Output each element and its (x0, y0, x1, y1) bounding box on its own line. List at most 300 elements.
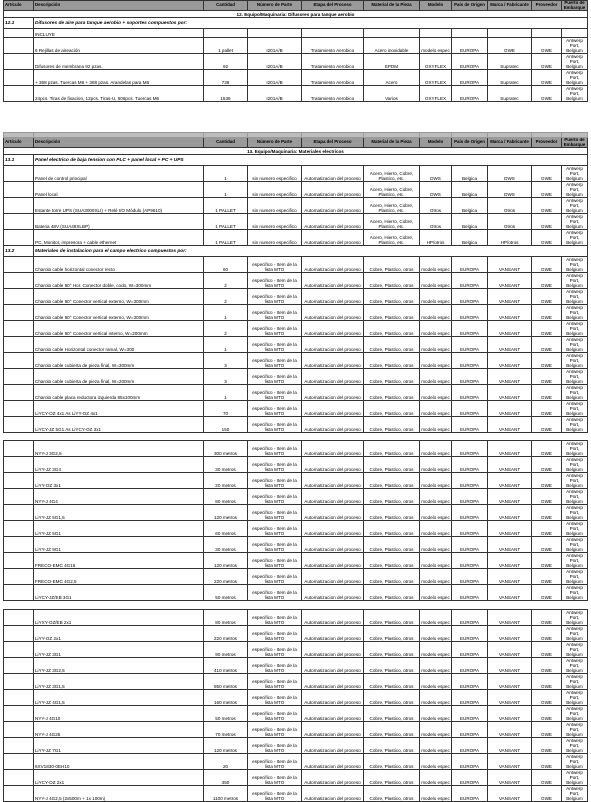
section-title: 13. Equipo/Maquinaria: Materiales electricos (4, 148, 588, 155)
port-cell: Antwerp Port, Belgium (562, 214, 588, 230)
port-cell: Antwerp Port, Belgium (562, 610, 588, 626)
port-cell: Antwerp Port, Belgium (562, 658, 588, 674)
material-cell: Cobre, Plastico, otros (364, 353, 420, 369)
part-number-cell: especifico - Item de la lista MTO (248, 305, 302, 321)
part-number-cell: especifico - Item de la lista MTO (248, 706, 302, 722)
item-number-cell (4, 441, 34, 457)
origin-country-cell: Belgica (452, 198, 488, 214)
section-12-table (3, 0, 588, 102)
process-stage-cell: Tratamiento Aerobico (302, 54, 364, 70)
brand-cell: VANSANT (488, 521, 532, 537)
material-cell: Acero, Hierro, Cobre, Plastico, etc. (364, 230, 420, 246)
quantity-cell: 1 PALLET (204, 230, 248, 246)
quantity-cell: 70 metros (204, 722, 248, 738)
part-number-cell: especifico - Item de la lista MTO (248, 722, 302, 738)
process-stage-cell: Automatizacion del proceso (302, 273, 364, 289)
brand-cell: VANSANT (488, 417, 532, 433)
brand-cell: VANSANT (488, 505, 532, 521)
description-cell: LiYXY-OZ/EB 2x1 (34, 610, 204, 626)
item-number-cell (4, 369, 34, 385)
item-number-cell (4, 658, 34, 674)
origin-country-cell: Belgica (452, 230, 488, 246)
supplier-cell: GWE (532, 86, 562, 102)
brand-cell: VANSANT (488, 321, 532, 337)
process-stage-cell: Tratamiento Aerobico (302, 70, 364, 86)
cable-list-table-1 (3, 440, 588, 601)
column-header-process-stage: Etapa del Proceso (302, 138, 364, 148)
supplier-cell: GWE (532, 198, 562, 214)
process-stage-cell: Automatizacion del proceso (302, 690, 364, 706)
column-header-description: Descripción (34, 1, 204, 11)
origin-country-cell: EUROPA (452, 770, 488, 786)
part-number-cell: I201A/B (248, 54, 302, 70)
quantity-cell: 2 (204, 273, 248, 289)
origin-country-cell: Belgica (452, 182, 488, 198)
quantity-cell: 220 metros (204, 626, 248, 642)
brand-cell: VANSANT (488, 569, 532, 585)
column-header-material: Material de la Pieza (364, 138, 420, 148)
description-cell: LiYCY-OZ 2x1 (34, 770, 204, 786)
material-cell: Cobre, Plastico, otros (364, 585, 420, 601)
material-cell: EPDM (364, 54, 420, 70)
supplier-cell: GWE (532, 473, 562, 489)
process-stage-cell: Automatizacion del proceso (302, 658, 364, 674)
supplier-cell: GWE (532, 569, 562, 585)
section-title: 12. Equipo/Maquinaria: Difusores para tanque aerobio (4, 11, 588, 18)
part-number-cell: I201A/B (248, 86, 302, 102)
supplier-cell: GWE (532, 385, 562, 401)
process-stage-cell: Tratamiento Aerobico (302, 86, 364, 102)
quantity-cell: 1 (204, 305, 248, 321)
model-cell: modelo espec (420, 401, 452, 417)
brand-cell: VANSANT (488, 385, 532, 401)
material-cell: Cobre, Plastico, otros (364, 706, 420, 722)
item-number-cell (4, 505, 34, 521)
quantity-cell: 120 metros (204, 505, 248, 521)
part-number-cell: especifico - Item de la lista MTO (248, 569, 302, 585)
model-cell: modelo espec (420, 441, 452, 457)
item-number-cell (4, 706, 34, 722)
model-cell: modelo espec (420, 38, 452, 54)
material-cell: Cobre, Plastico, otros (364, 690, 420, 706)
port-cell: Antwerp Port, Belgium (562, 521, 588, 537)
material-cell: Cobre, Plastico, otros (364, 521, 420, 537)
model-cell: modelo espec (420, 489, 452, 505)
port-cell: Antwerp Port, Belgium (562, 337, 588, 353)
material-cell: Cobre, Plastico, otros (364, 321, 420, 337)
origin-country-cell: EUROPA (452, 690, 488, 706)
model-cell: modelo espec (420, 353, 452, 369)
origin-country-cell: EUROPA (452, 786, 488, 802)
model-cell: modelo espec (420, 417, 452, 433)
model-cell: modelo espec (420, 674, 452, 690)
origin-country-cell: EUROPA (452, 489, 488, 505)
process-stage-cell: Automatizacion del proceso (302, 230, 364, 246)
item-number-cell (4, 305, 34, 321)
column-header-material: Material de la Pieza (364, 1, 420, 11)
table-row (4, 321, 588, 337)
material-cell: Cobre, Plastico, otros (364, 337, 420, 353)
process-stage-cell: Automatizacion del proceso (302, 505, 364, 521)
model-cell: modelo espec (420, 337, 452, 353)
material-cell: Cobre, Plastico, otros (364, 738, 420, 754)
quantity-cell: 60 metros (204, 521, 248, 537)
part-number-cell: especifico - Item de la lista MTO (248, 521, 302, 537)
port-cell: Antwerp Port, Belgium (562, 738, 588, 754)
material-cell: Cobre, Plastico, otros (364, 674, 420, 690)
port-cell: Antwerp Port, Belgium (562, 38, 588, 54)
process-stage-cell: Automatizacion del proceso (302, 305, 364, 321)
origin-country-cell: EUROPA (452, 642, 488, 658)
table-row (4, 553, 588, 569)
description-cell: PC, Monitor, impresora + cable ethernet (34, 230, 204, 246)
table-row (4, 305, 588, 321)
description-cell: LiYCY-JZ 5G1 As LiYCY-OZ 3x1 (34, 417, 204, 433)
description-cell: LiYY-JZ 4G1,5 (34, 690, 204, 706)
part-number-cell: especifico - Item de la lista MTO (248, 369, 302, 385)
column-header-supplier: Proveedor (532, 1, 562, 11)
origin-country-cell: EUROPA (452, 321, 488, 337)
model-cell: modelo espec (420, 585, 452, 601)
description-cell: LiYY-JZ 3G1,5 (34, 674, 204, 690)
part-number-cell: especifico - Item de la lista MTO (248, 441, 302, 457)
material-cell: Cobre, Plastico, otros (364, 770, 420, 786)
model-cell: OXYFLEX (420, 86, 452, 102)
origin-country-cell: EUROPA (452, 305, 488, 321)
quantity-cell: 92 (204, 54, 248, 70)
item-number-cell (4, 337, 34, 353)
port-cell: Antwerp Port, Belgium (562, 353, 588, 369)
item-number-cell (4, 521, 34, 537)
brand-cell: DWS (488, 182, 532, 198)
port-cell: Antwerp Port, Belgium (562, 70, 588, 86)
port-cell: Antwerp Port, Belgium (562, 182, 588, 198)
process-stage-cell: Automatizacion del proceso (302, 198, 364, 214)
table-row (4, 198, 588, 214)
quantity-cell: 3 (204, 369, 248, 385)
supplier-cell: GWE (532, 401, 562, 417)
port-cell: Antwerp Port, Belgium (562, 505, 588, 521)
brand-cell: VANSANT (488, 642, 532, 658)
supplier-cell: GWE (532, 786, 562, 802)
quantity-cell: 20 (204, 754, 248, 770)
part-number-cell: especifico - Item de la lista MTO (248, 674, 302, 690)
quantity-cell: 1 (204, 337, 248, 353)
model-cell: modelo espec (420, 505, 452, 521)
description-cell: Charola cable cubierta de pieza final, W=300mm (34, 353, 204, 369)
origin-country-cell: EUROPA (452, 385, 488, 401)
brand-cell: VANSANT (488, 786, 532, 802)
supplier-cell: GWE (532, 273, 562, 289)
model-cell: modelo espec (420, 569, 452, 585)
part-number-cell: sin numero especifico (248, 166, 302, 182)
empty-cell (248, 29, 302, 38)
material-cell: Cobre, Plastico, otros (364, 626, 420, 642)
material-cell: Cobre, Plastico, otros (364, 273, 420, 289)
port-cell: Antwerp Port, Belgium (562, 166, 588, 182)
section-title-row (4, 11, 588, 18)
port-cell: Antwerp Port, Belgium (562, 54, 588, 70)
quantity-cell: 1 PALLET (204, 214, 248, 230)
material-cell: Acero, Hierro, Cobre, Plastico, etc. (364, 182, 420, 198)
table-row (4, 770, 588, 786)
origin-country-cell: EUROPA (452, 86, 488, 102)
table-row (4, 658, 588, 674)
port-cell: Antwerp Port, Belgium (562, 441, 588, 457)
table-row (4, 289, 588, 305)
process-stage-cell: Automatizacion del proceso (302, 553, 364, 569)
column-header-model: Modelo (420, 138, 452, 148)
description-cell: Charola cable 90° Conector vertical externo, W=300mm (34, 305, 204, 321)
brand-cell: VANSANT (488, 369, 532, 385)
column-header-part-number: Número de Parte (248, 1, 302, 11)
quantity-cell: 1 (204, 166, 248, 182)
brand-cell: VANSANT (488, 738, 532, 754)
material-cell: Cobre, Plastico, otros (364, 722, 420, 738)
empty-cell (364, 29, 420, 38)
subsection-number: 13.1 (4, 155, 34, 166)
description-cell: LiYY-JZ 9G1 (34, 537, 204, 553)
item-number-cell (4, 401, 34, 417)
origin-country-cell: EUROPA (452, 289, 488, 305)
process-stage-cell: Automatizacion del proceso (302, 610, 364, 626)
description-cell: NYY-J 4G25 (34, 722, 204, 738)
description-cell: Charola cable 90° Conector vertical interno, W=200mm (34, 321, 204, 337)
port-cell: Antwerp Port, Belgium (562, 770, 588, 786)
column-header-port: Puerto de Embarque (562, 138, 588, 148)
brand-cell: HP/otros (488, 230, 532, 246)
process-stage-cell: Automatizacion del proceso (302, 289, 364, 305)
model-cell: modelo espec (420, 321, 452, 337)
column-header-model: Modelo (420, 1, 452, 11)
port-cell: Antwerp Port, Belgium (562, 690, 588, 706)
process-stage-cell: Automatizacion del proceso (302, 786, 364, 802)
item-number-cell (4, 289, 34, 305)
origin-country-cell: EUROPA (452, 569, 488, 585)
table-row (4, 738, 588, 754)
part-number-cell: especifico - Item de la lista MTO (248, 690, 302, 706)
table-row (4, 166, 588, 182)
description-cell: Bateria 48V (SUA48XLBP) (34, 214, 204, 230)
empty-cell (488, 29, 532, 38)
table-row (4, 70, 588, 86)
port-cell: Antwerp Port, Belgium (562, 273, 588, 289)
model-cell: modelo espec (420, 642, 452, 658)
item-number-cell (4, 610, 34, 626)
quantity-cell: 50 metros (204, 585, 248, 601)
description-cell: LiYCY-OZ 4x1 As LiYY-OZ 4x1 (34, 401, 204, 417)
subsection-row (4, 155, 588, 166)
quantity-cell: 410 metros (204, 658, 248, 674)
material-cell: Acero (364, 70, 420, 86)
part-number-cell: especifico - Item de la lista MTO (248, 385, 302, 401)
part-number-cell: especifico - Item de la lista MTO (248, 321, 302, 337)
subsection-title: Panel electrico de baja tension con PLC + panel local + PC + UPS (34, 155, 588, 166)
material-cell: Cobre, Plastico, otros (364, 473, 420, 489)
process-stage-cell: Automatizacion del proceso (302, 626, 364, 642)
quantity-cell: 1 pallet (204, 38, 248, 54)
empty-cell (302, 29, 364, 38)
model-cell: Otros (420, 214, 452, 230)
process-stage-cell: Automatizacion del proceso (302, 585, 364, 601)
subsection-title: Difusores de aire para tanque aerobio + soportes compuestos por: (34, 18, 588, 29)
model-cell: Otros (420, 198, 452, 214)
table-row (4, 754, 588, 770)
section-title-row (4, 148, 588, 155)
process-stage-cell: Automatizacion del proceso (302, 337, 364, 353)
brand-cell: VANSANT (488, 441, 532, 457)
model-cell: modelo espec (420, 770, 452, 786)
column-header-item-number: Artículo (4, 1, 34, 11)
column-header-quantity: Cantidad (204, 138, 248, 148)
process-stage-cell: Automatizacion del proceso (302, 722, 364, 738)
quantity-cell: 1 PALLET (204, 198, 248, 214)
quantity-cell: 80 metros (204, 610, 248, 626)
item-number-cell (4, 321, 34, 337)
part-number-cell: especifico - Item de la lista MTO (248, 537, 302, 553)
item-number-cell (4, 754, 34, 770)
part-number-cell: especifico - Item de la lista MTO (248, 489, 302, 505)
supplier-cell: GWE (532, 321, 562, 337)
table-row (4, 401, 588, 417)
table-row (4, 369, 588, 385)
item-number-cell (4, 38, 34, 54)
brand-cell: VANSANT (488, 257, 532, 273)
supplier-cell: GWE (532, 585, 562, 601)
description-cell: 6 Rejillas de aireación (34, 38, 204, 54)
item-number-cell (4, 722, 34, 738)
material-cell: Varios (364, 86, 420, 102)
table-row (4, 585, 588, 601)
cut-off-label: INCLUYE (34, 29, 204, 38)
process-stage-cell: Automatizacion del proceso (302, 489, 364, 505)
part-number-cell: especifico - Item de la lista MTO (248, 585, 302, 601)
table-row (4, 385, 588, 401)
description-cell: NYY-J 4G4 (34, 489, 204, 505)
origin-country-cell: EUROPA (452, 441, 488, 457)
part-number-cell: especifico - Item de la lista MTO (248, 273, 302, 289)
table-row (4, 690, 588, 706)
brand-cell: VANSANT (488, 489, 532, 505)
process-stage-cell: Automatizacion del proceso (302, 537, 364, 553)
table-row (4, 273, 588, 289)
port-cell: Antwerp Port, Belgium (562, 86, 588, 102)
description-cell: LiYY-JZ 3G2,5 (34, 658, 204, 674)
material-cell: Cobre, Plastico, otros (364, 369, 420, 385)
process-stage-cell: Automatizacion del proceso (302, 473, 364, 489)
column-header-supplier: Proveedor (532, 138, 562, 148)
table-row (4, 505, 588, 521)
description-cell: LiYY-JZ 3G4 (34, 457, 204, 473)
port-cell: Antwerp Port, Belgium (562, 289, 588, 305)
part-number-cell: especifico - Item de la lista MTO (248, 457, 302, 473)
table-row (4, 417, 588, 433)
quantity-cell: 30 metros (204, 537, 248, 553)
material-cell: Cobre, Plastico, otros (364, 610, 420, 626)
part-number-cell: especifico - Item de la lista MTO (248, 401, 302, 417)
item-number-cell (4, 417, 34, 433)
subsection-row (4, 18, 588, 29)
origin-country-cell: EUROPA (452, 473, 488, 489)
origin-country-cell: EUROPA (452, 353, 488, 369)
column-header-brand: Marca / Fabricante (488, 1, 532, 11)
origin-country-cell: EUROPA (452, 257, 488, 273)
subsection-title: Materiales de instalacion para el campo electrico compuestos por: (34, 246, 588, 257)
model-cell: modelo espec (420, 305, 452, 321)
item-number-cell (4, 626, 34, 642)
origin-country-cell: EUROPA (452, 722, 488, 738)
brand-cell: VANSANT (488, 706, 532, 722)
material-cell: Cobre, Plastico, otros (364, 537, 420, 553)
material-cell: Cobre, Plastico, otros (364, 289, 420, 305)
origin-country-cell: EUROPA (452, 505, 488, 521)
brand-cell: VANSANT (488, 553, 532, 569)
item-number-cell (4, 86, 34, 102)
supplier-cell: GWE (532, 674, 562, 690)
supplier-cell: GWE (532, 305, 562, 321)
port-cell: Antwerp Port, Belgium (562, 537, 588, 553)
model-cell: modelo espec (420, 626, 452, 642)
column-header-quantity: Cantidad (204, 1, 248, 11)
port-cell: Antwerp Port, Belgium (562, 722, 588, 738)
port-cell: Antwerp Port, Belgium (562, 553, 588, 569)
supplier-cell: GWE (532, 166, 562, 182)
process-stage-cell: Automatizacion del proceso (302, 441, 364, 457)
process-stage-cell: Automatizacion del proceso (302, 385, 364, 401)
item-number-cell (4, 273, 34, 289)
cable-list-table-2 (3, 609, 588, 802)
process-stage-cell: Automatizacion del proceso (302, 738, 364, 754)
brand-cell: Supratec (488, 70, 532, 86)
origin-country-cell: Belgica (452, 214, 488, 230)
item-number-cell (4, 257, 34, 273)
column-header-brand: Marca / Fabricante (488, 138, 532, 148)
item-number-cell (4, 553, 34, 569)
part-number-cell: sin numero especifico (248, 198, 302, 214)
origin-country-cell: EUROPA (452, 273, 488, 289)
model-cell: modelo espec (420, 706, 452, 722)
process-stage-cell: Automatizacion del proceso (302, 401, 364, 417)
origin-country-cell: EUROPA (452, 754, 488, 770)
supplier-cell: GWE (532, 257, 562, 273)
part-number-cell: especifico - Item de la lista MTO (248, 337, 302, 353)
brand-cell: VANSANT (488, 626, 532, 642)
section-13-table (3, 132, 588, 433)
supplier-cell: GWE (532, 610, 562, 626)
origin-country-cell: EUROPA (452, 610, 488, 626)
supplier-cell: GWE (532, 214, 562, 230)
supplier-cell: GWE (532, 457, 562, 473)
quantity-cell: 160 metros (204, 690, 248, 706)
description-cell: Charola cable 90° Hor. Conector doble, codo, W=300mm (34, 273, 204, 289)
quantity-cell: 20 metros (204, 473, 248, 489)
quantity-cell: 120 metros (204, 738, 248, 754)
quantity-cell: 300 metros (204, 441, 248, 457)
model-cell: modelo espec (420, 289, 452, 305)
column-header-row (4, 1, 588, 11)
process-stage-cell: Automatizacion del proceso (302, 706, 364, 722)
part-number-cell: especifico - Item de la lista MTO (248, 658, 302, 674)
part-number-cell: sin numero especifico (248, 182, 302, 198)
model-cell: DWS (420, 182, 452, 198)
brand-cell: VANSANT (488, 473, 532, 489)
part-number-cell: especifico - Item de la lista MTO (248, 626, 302, 642)
process-stage-cell: Automatizacion del proceso (302, 457, 364, 473)
description-cell: LiYY-JZ 5G1,5 (34, 505, 204, 521)
model-cell: OXYFLEX (420, 54, 452, 70)
brand-cell: Supratec (488, 86, 532, 102)
supplier-cell: GWE (532, 658, 562, 674)
